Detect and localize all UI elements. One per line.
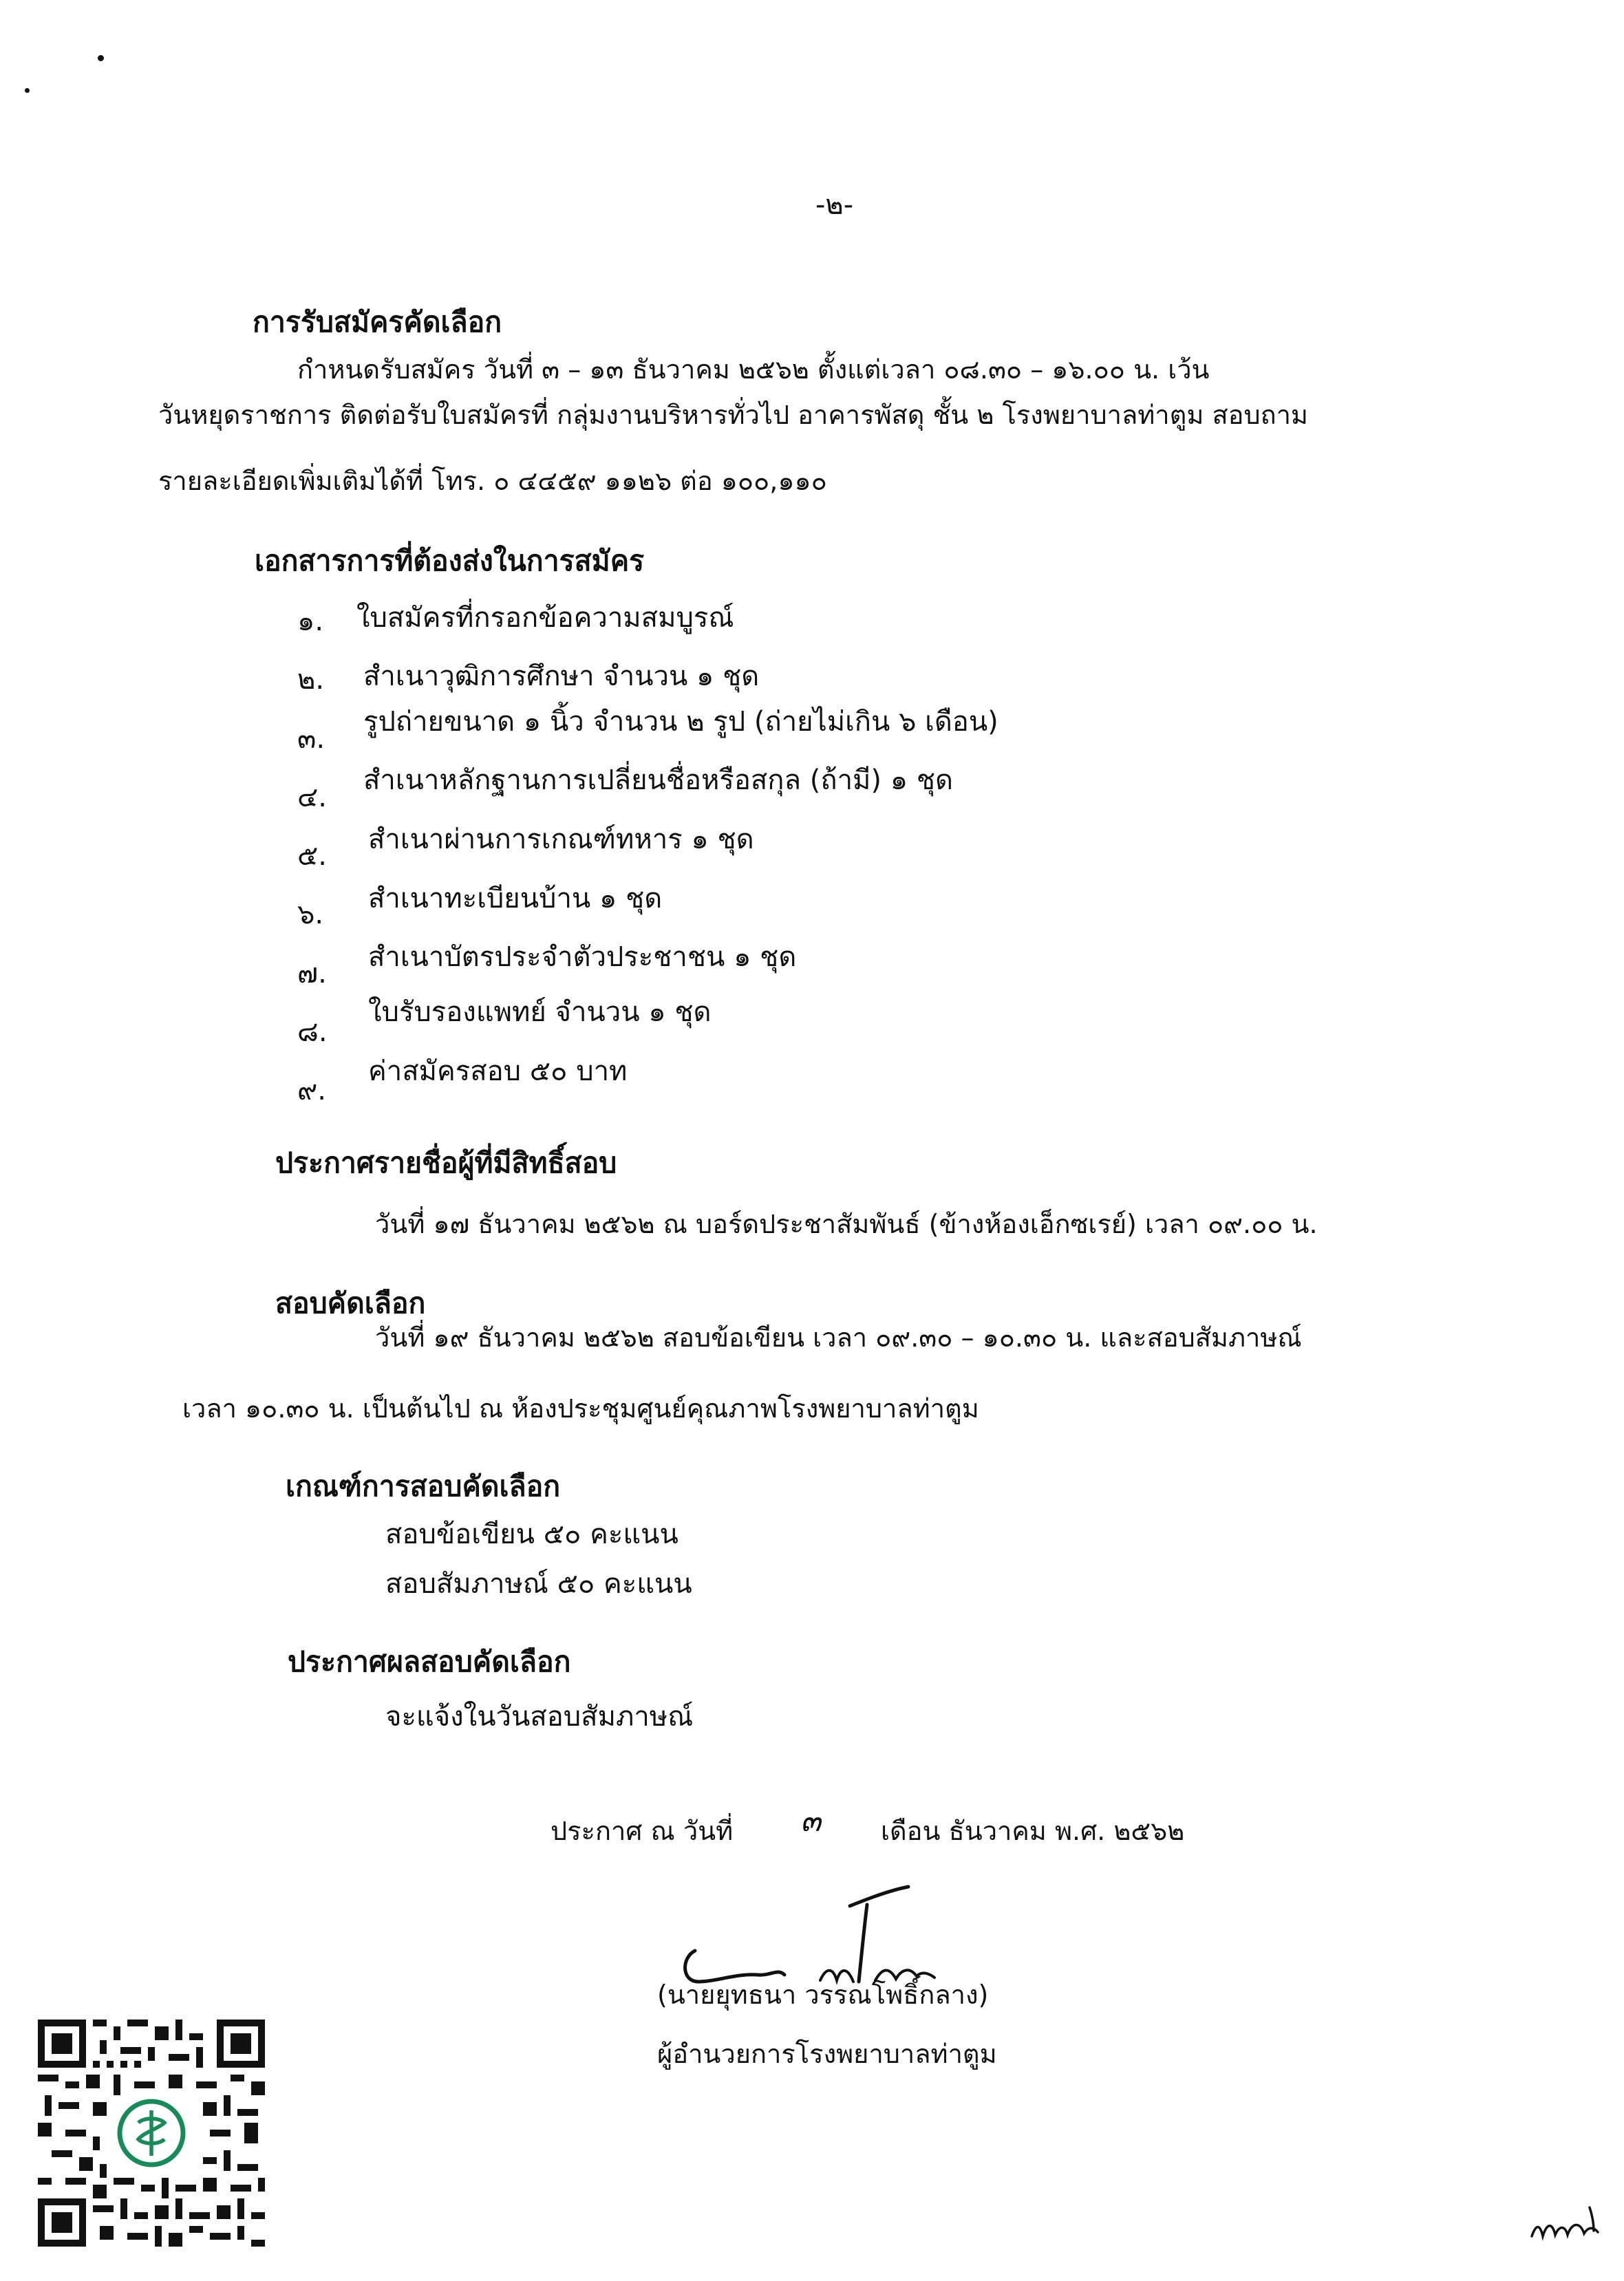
announcement-day: ๓ <box>800 1803 822 1839</box>
list-item-number: ๔. <box>297 782 327 813</box>
list-item: สำเนาหลักฐานการเปลี่ยนชื่อหรือสกุล (ถ้ามี) ๑ ชุด <box>363 764 953 796</box>
criteria-interview: สอบสัมภาษณ์ ๕๐ คะแนน <box>385 1568 692 1600</box>
eligible-list-line: วันที่ ๑๗ ธันวาคม ๒๕๖๒ ณ บอร์ดประชาสัมพันธ์ (ข้างห้องเอ็กซเรย์) เวลา ๐๙.๐๐ น. <box>375 1209 1318 1239</box>
list-item-number: ๒. <box>297 664 325 696</box>
selection-exam-line-1: วันที่ ๑๙ ธันวาคม ๒๕๖๒ สอบข้อเขียน เวลา ๐๙.๓๐ – ๑๐.๓๐ น. และสอบสัมภาษณ์ <box>375 1322 1302 1353</box>
list-item-number: ๓. <box>297 723 325 755</box>
page-number: -๒- <box>815 189 854 221</box>
list-item: สำเนาผ่านการเกณฑ์ทหาร ๑ ชุด <box>368 824 754 855</box>
application-heading: การรับสมัครคัดเลือก <box>253 306 502 339</box>
application-line-1: กำหนดรับสมัคร วันที่ ๓ – ๑๓ ธันวาคม ๒๕๖๒ ตั้งแต่เวลา ๐๘.๓๐ – ๑๖.๐๐ น. เว้น <box>297 354 1210 385</box>
application-line-3: รายละเอียดเพิ่มเติมได้ที่ โทร. ๐ ๔๔๕๙ ๑๑๒๖ ต่อ ๑๐๐,๑๑๐ <box>158 466 827 496</box>
scan-speck <box>25 88 30 93</box>
list-item-number: ๙. <box>297 1075 327 1106</box>
documents-heading: เอกสารการที่ต้องส่งในการสมัคร <box>255 544 645 577</box>
signatory-name: (นายยุทธนา วรรณโพธิ์กลาง) <box>657 1980 989 2010</box>
qr-code <box>38 2020 265 2247</box>
list-item-number: ๖. <box>297 899 324 930</box>
selection-exam-line-2: เวลา ๑๐.๓๐ น. เป็นต้นไป ณ ห้องประชุมศูนย์คุณภาพโรงพยาบาลท่าตูม <box>182 1393 979 1424</box>
announcement-suffix: เดือน ธันวาคม พ.ศ. ๒๕๖๒ <box>881 1816 1185 1846</box>
criteria-heading: เกณฑ์การสอบคัดเลือก <box>286 1470 561 1503</box>
list-item: ใบสมัครที่กรอกข้อความสมบูรณ์ <box>356 602 734 634</box>
list-item: สำเนาบัตรประจำตัวประชาชน ๑ ชุด <box>368 941 797 973</box>
results-heading: ประกาศผลสอบคัดเลือก <box>288 1645 571 1678</box>
list-item-number: ๘. <box>297 1016 328 1048</box>
application-line-2: วันหยุดราชการ ติดต่อรับใบสมัครที่ กลุ่มงานบริหารทั่วไป อาคารพัสดุ ชั้น ๒ โรงพยาบาลท่าตูม สอบถาม <box>158 400 1308 430</box>
list-item: ค่าสมัครสอบ ๕๐ บาท <box>368 1056 628 1087</box>
list-item: สำเนาทะเบียนบ้าน ๑ ชุด <box>368 883 663 914</box>
list-item: สำเนาวุฒิการศึกษา จำนวน ๑ ชุด <box>363 661 760 692</box>
criteria-written: สอบข้อเขียน ๕๐ คะแนน <box>385 1519 679 1550</box>
eligible-list-heading: ประกาศรายชื่อผู้ที่มีสิทธิ์สอบ <box>275 1146 617 1179</box>
signatory-title: ผู้อำนวยการโรงพยาบาลท่าตูม <box>657 2039 997 2069</box>
list-item-number: ๗. <box>297 958 327 989</box>
selection-exam-heading: สอบคัดเลือก <box>275 1287 426 1320</box>
list-item: รูปถ่ายขนาด ๑ นิ้ว จำนวน ๒ รูป (ถ่ายไม่เกิน ๖ เดือน) <box>363 706 998 738</box>
list-item-number: ๑. <box>297 606 324 637</box>
scan-speck <box>98 55 104 61</box>
list-item-number: ๕. <box>297 840 327 872</box>
announcement-prefix: ประกาศ ณ วันที่ <box>551 1816 734 1846</box>
initials-mark <box>1526 2202 1609 2250</box>
list-item: ใบรับรองแพทย์ จำนวน ๑ ชุด <box>368 996 712 1028</box>
results-line: จะแจ้งในวันสอบสัมภาษณ์ <box>385 1701 694 1733</box>
